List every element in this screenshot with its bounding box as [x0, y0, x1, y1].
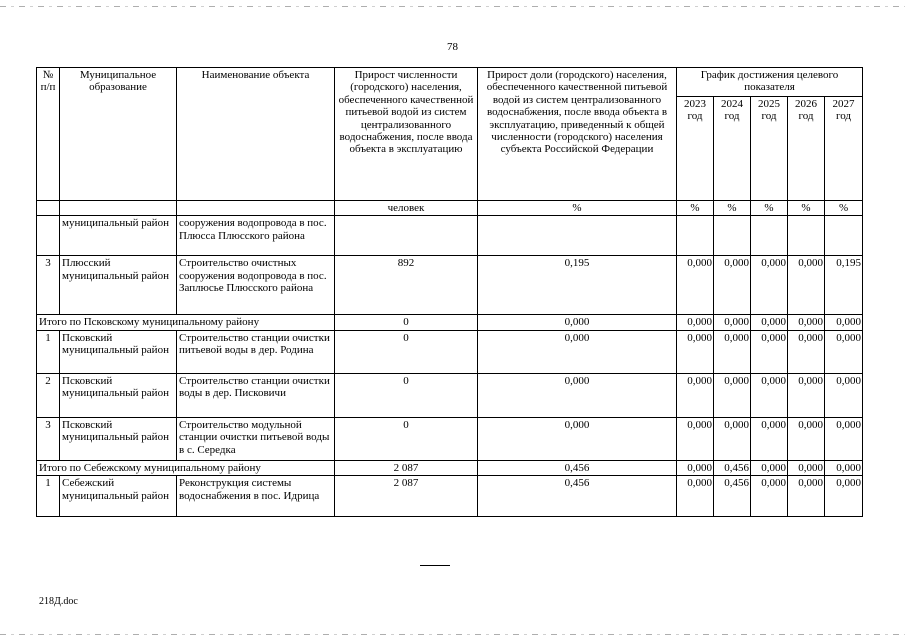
- unit-year: %: [714, 201, 751, 216]
- row-people: 0: [335, 315, 478, 330]
- header-num: № п/п: [37, 68, 60, 201]
- table-row: [37, 216, 863, 256]
- total-label: Итого по Себежскому муниципальному району: [37, 460, 335, 475]
- row-num: 3: [37, 256, 60, 315]
- table-row: [37, 330, 863, 373]
- file-name: 218Д.doc: [39, 596, 78, 607]
- unit-year: %: [751, 201, 788, 216]
- row-y2024: 0,000: [714, 417, 751, 460]
- row-y2027: 0,000: [825, 476, 863, 517]
- unit-year: %: [677, 201, 714, 216]
- row-y2023: [677, 216, 714, 256]
- row-object: Строительство очистных сооружения водопровода в пос. Заплюсье Плюсского района: [177, 256, 335, 315]
- row-y2023: 0,000: [677, 417, 714, 460]
- row-y2024: 0,000: [714, 315, 751, 330]
- row-municipality: Плюсский муниципальный район: [60, 256, 177, 315]
- data-table: [36, 67, 863, 517]
- total-row: [37, 315, 863, 330]
- row-y2027: 0,195: [825, 256, 863, 315]
- row-y2024: 0,000: [714, 330, 751, 373]
- row-y2025: 0,000: [751, 256, 788, 315]
- row-y2023: 0,000: [677, 330, 714, 373]
- unit-year: %: [825, 201, 863, 216]
- header-object: Наименование объекта: [177, 68, 335, 201]
- row-share: 0,456: [478, 460, 677, 475]
- row-num: 1: [37, 330, 60, 373]
- unit-year: %: [788, 201, 825, 216]
- row-share: 0,000: [478, 417, 677, 460]
- header-growth-share: Прирост доли (городского) населения, обеспеченного качественной питьевой водой из систем централизованного водоснабжения, после ввода объекта в эксплуатацию, приведенный к общей численности (городского) населения субъекта Российской Федерации: [478, 68, 677, 201]
- row-people: 2 087: [335, 476, 478, 517]
- row-y2026: 0,000: [788, 330, 825, 373]
- table-row: [37, 476, 863, 517]
- row-people: [335, 216, 478, 256]
- row-y2027: 0,000: [825, 417, 863, 460]
- row-y2026: 0,000: [788, 315, 825, 330]
- header-schedule: График достижения целевого показателя: [677, 68, 863, 97]
- row-y2026: 0,000: [788, 460, 825, 475]
- table-row: [37, 417, 863, 460]
- row-num: 2: [37, 373, 60, 417]
- total-label: Итого по Псковскому муниципальному району: [37, 315, 335, 330]
- row-y2026: 0,000: [788, 417, 825, 460]
- row-municipality: Себежский муниципальный район: [60, 476, 177, 517]
- row-y2025: 0,000: [751, 373, 788, 417]
- row-people: 892: [335, 256, 478, 315]
- row-y2026: [788, 216, 825, 256]
- header-growth-people: Прирост численности (городского) населения, обеспеченного качественной питьевой водой из систем централизованного водоснабжения, после ввода объекта в эксплуатацию: [335, 68, 478, 201]
- scan-edge-bottom: [0, 634, 905, 635]
- row-y2023: 0,000: [677, 256, 714, 315]
- row-share: 0,000: [478, 373, 677, 417]
- row-object: Строительство модульной станции очистки питьевой воды в с. Середка: [177, 417, 335, 460]
- header-year-2027: 2027 год: [825, 97, 863, 201]
- table-header: [37, 68, 863, 216]
- row-people: 2 087: [335, 460, 478, 475]
- row-y2024: 0,456: [714, 476, 751, 517]
- row-y2024: 0,456: [714, 460, 751, 475]
- row-y2024: [714, 216, 751, 256]
- header-year-2025: 2025 год: [751, 97, 788, 201]
- row-y2025: 0,000: [751, 460, 788, 475]
- scan-edge-top: [0, 6, 905, 7]
- row-y2023: 0,000: [677, 460, 714, 475]
- row-share: 0,456: [478, 476, 677, 517]
- row-y2027: 0,000: [825, 460, 863, 475]
- row-people: 0: [335, 417, 478, 460]
- row-y2026: 0,000: [788, 476, 825, 517]
- row-y2023: 0,000: [677, 315, 714, 330]
- row-y2025: 0,000: [751, 330, 788, 373]
- row-municipality: муниципальный район: [60, 216, 177, 256]
- row-y2024: 0,000: [714, 373, 751, 417]
- row-object: Строительство станции очистки питьевой воды в дер. Родина: [177, 330, 335, 373]
- row-people: 0: [335, 373, 478, 417]
- total-row: [37, 460, 863, 475]
- header-year-2023: 2023 год: [677, 97, 714, 201]
- row-y2025: 0,000: [751, 476, 788, 517]
- row-people: 0: [335, 330, 478, 373]
- table-row: [37, 373, 863, 417]
- row-num: 1: [37, 476, 60, 517]
- row-num: 3: [37, 417, 60, 460]
- row-municipality: Псковский муниципальный район: [60, 330, 177, 373]
- row-object: сооружения водопровода в пос. Плюсса Плюсского района: [177, 216, 335, 256]
- header-year-2026: 2026 год: [788, 97, 825, 201]
- row-municipality: Псковский муниципальный район: [60, 373, 177, 417]
- unit-people: человек: [335, 201, 478, 216]
- row-share: 0,195: [478, 256, 677, 315]
- footer-divider: [420, 565, 450, 566]
- row-y2023: 0,000: [677, 373, 714, 417]
- row-share: 0,000: [478, 330, 677, 373]
- row-num: [37, 216, 60, 256]
- row-y2025: [751, 216, 788, 256]
- unit-share: %: [478, 201, 677, 216]
- row-y2026: 0,000: [788, 373, 825, 417]
- row-municipality: Псковский муниципальный район: [60, 417, 177, 460]
- row-share: [478, 216, 677, 256]
- page-number: 78: [447, 41, 458, 53]
- row-share: 0,000: [478, 315, 677, 330]
- row-y2025: 0,000: [751, 417, 788, 460]
- row-y2024: 0,000: [714, 256, 751, 315]
- header-year-2024: 2024 год: [714, 97, 751, 201]
- row-y2027: [825, 216, 863, 256]
- row-y2026: 0,000: [788, 256, 825, 315]
- row-y2027: 0,000: [825, 330, 863, 373]
- row-y2027: 0,000: [825, 373, 863, 417]
- row-y2027: 0,000: [825, 315, 863, 330]
- table-row: [37, 256, 863, 315]
- row-object: Реконструкция системы водоснабжения в пос. Идрица: [177, 476, 335, 517]
- header-municipality: Муниципальное образование: [60, 68, 177, 201]
- units-row: [37, 201, 863, 216]
- row-y2023: 0,000: [677, 476, 714, 517]
- row-object: Строительство станции очистки воды в дер. Писковичи: [177, 373, 335, 417]
- row-y2025: 0,000: [751, 315, 788, 330]
